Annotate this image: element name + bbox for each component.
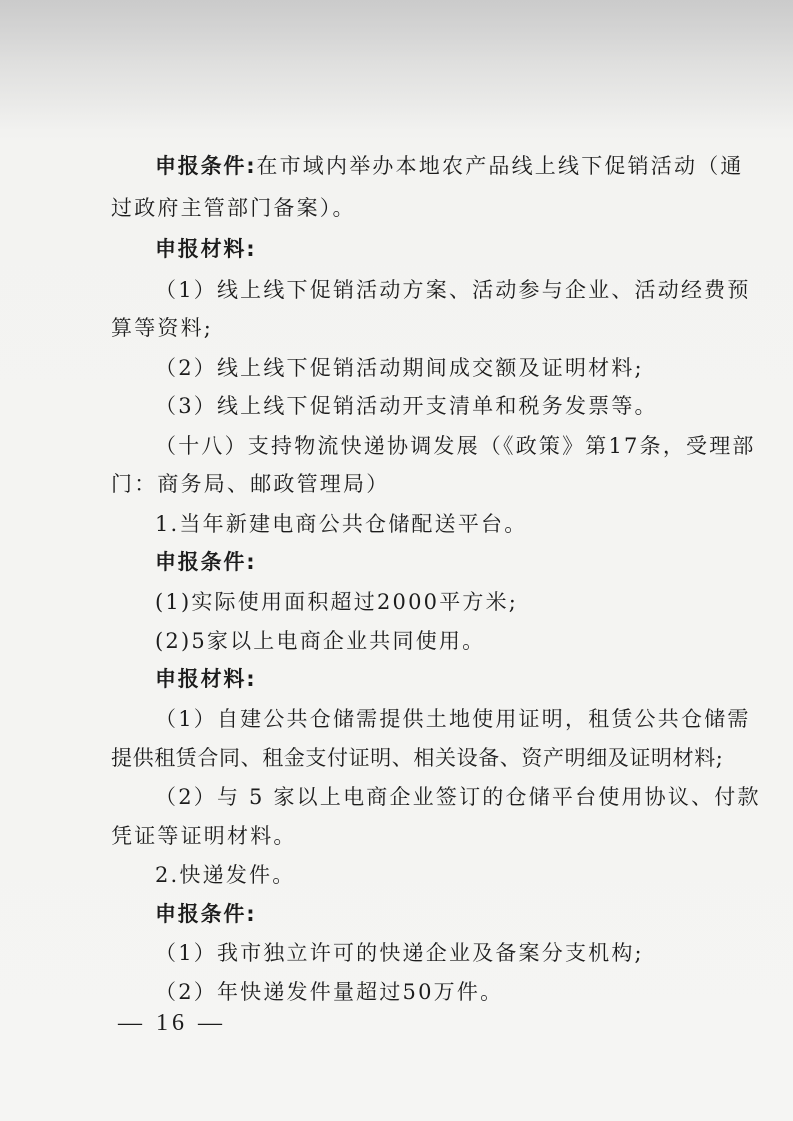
paragraph-line (111, 314, 213, 342)
line-text: （1）线上线下促销活动方案、活动参与企业、活动经费预 (155, 278, 751, 302)
line-text: 凭证等证明材料。 (111, 824, 297, 848)
paragraph-line (155, 978, 503, 1006)
paragraph-line (155, 665, 256, 693)
scan-shadow (0, 0, 793, 130)
paragraph-line (155, 276, 751, 304)
section-label: 申报条件: (155, 902, 257, 926)
paragraph-line (155, 235, 256, 263)
line-text: 在市域内举办本地农产品线上线下促销活动（通 (256, 154, 744, 178)
line-text: 1.当年新建电商公共仓储配送平台。 (155, 512, 528, 536)
paragraph-line (155, 861, 295, 889)
line-text: （3）线上线下促销活动开支清单和税务发票等。 (155, 394, 658, 418)
line-text: 2.快递发件。 (155, 863, 296, 887)
line-text: （1）自建公共仓储需提供土地使用证明，租赁公共仓储需 (155, 707, 751, 731)
paragraph-line (155, 939, 644, 967)
paragraph-line (155, 510, 527, 538)
line-text: （2）与 5 家以上电商企业签订的仓储平台使用协议、付款 (155, 785, 761, 809)
paragraph-line (111, 822, 297, 850)
paragraph-line (111, 194, 356, 222)
paragraph-line (111, 744, 723, 772)
paragraph-line (155, 432, 756, 460)
line-text: （2）年快递发件量超过50万件。 (155, 980, 504, 1004)
paragraph-line (155, 152, 744, 180)
section-label: 申报材料: (155, 237, 257, 261)
line-text: 过政府主管部门备案）。 (111, 196, 356, 220)
line-text: (2)5家以上电商企业共同使用。 (155, 629, 486, 653)
line-text: （十八）支持物流快递协调发展（《政策》第17条，受理部 (155, 434, 756, 458)
paragraph-line (155, 392, 658, 420)
paragraph-line (111, 470, 389, 498)
paragraph-line (155, 588, 518, 616)
line-text: （1）我市独立许可的快递企业及备案分支机构; (155, 941, 644, 965)
paragraph-line (155, 627, 485, 655)
paragraph-line (155, 783, 761, 811)
paragraph-line (155, 900, 256, 928)
section-label: 申报条件: (155, 154, 257, 178)
section-label: 申报材料: (155, 667, 257, 691)
line-text: 门：商务局、邮政管理局） (111, 472, 390, 496)
page-number: — 16 — (118, 1010, 226, 1036)
section-label: 申报条件: (155, 550, 257, 574)
line-text: （2）线上线下促销活动期间成交额及证明材料; (155, 356, 644, 380)
paragraph-line (155, 705, 751, 733)
line-text: (1)实际使用面积超过2000平方米; (155, 590, 519, 614)
paragraph-line (155, 548, 256, 576)
line-text: 算等资料; (111, 316, 214, 340)
paragraph-line (155, 354, 644, 382)
line-text: 提供租赁合同、租金支付证明、相关设备、资产明细及证明材料; (111, 746, 724, 770)
